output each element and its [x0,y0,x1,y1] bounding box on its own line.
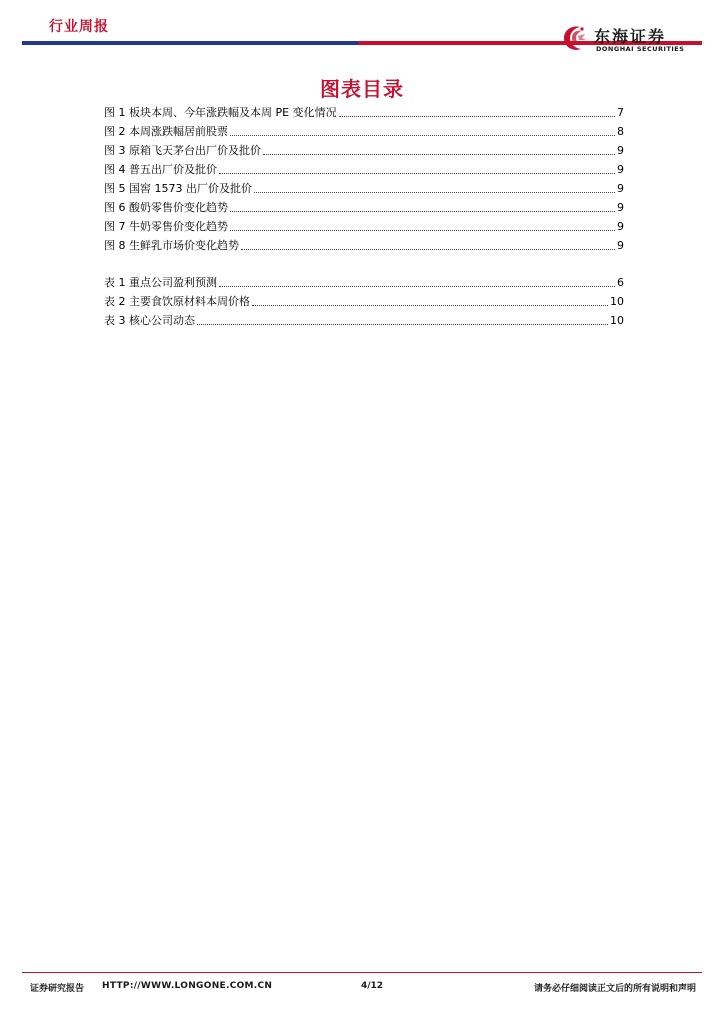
toc-leader-dots [252,305,608,306]
toc-entry-label: 表 1 重点公司盈利预测 [104,276,217,289]
toc-entry-label: 图 6 酸奶零售价变化趋势 [104,201,228,214]
toc-entry-label: 图 5 国窖 1573 出厂价及批价 [104,182,252,195]
toc-entry-label: 表 3 核心公司动态 [104,314,195,327]
logo-chinese-text: 东海证券 [594,27,667,46]
toc-leader-dots [230,135,615,136]
toc-entry-figure-1[interactable] [104,103,624,122]
toc-entry-label: 图 1 板块本周、今年涨跌幅及本周 PE 变化情况 [104,106,337,119]
toc-entry-table-3[interactable] [104,311,624,330]
toc-leader-dots [230,211,615,212]
toc-entry-page: 9 [617,201,624,214]
toc-entry-page: 9 [617,220,624,233]
toc-entry-figure-8[interactable] [104,236,624,255]
page-footer [30,981,696,995]
toc-list [104,103,624,330]
toc-entry-label: 表 2 主要食饮原材料本周价格 [104,295,250,308]
toc-entry-figure-5[interactable] [104,179,624,198]
toc-leader-dots [219,286,615,287]
footer-website-link[interactable]: HTTP://WWW.LONGONE.COM.CN [102,981,273,991]
toc-entry-label: 图 8 生鲜乳市场价变化趋势 [104,239,239,252]
toc-entry-label: 图 3 原箱飞天茅台出厂价及批价 [104,144,261,157]
toc-entry-label: 图 7 牛奶零售价变化趋势 [104,220,228,233]
toc-entry-figure-4[interactable] [104,160,624,179]
toc-entry-figure-2[interactable] [104,122,624,141]
footer-page-number: 4/12 [361,981,384,991]
logo-english-text: DONGHAI SECURITIES [596,45,685,53]
toc-entry-label: 图 2 本周涨跌幅居前股票 [104,125,228,138]
toc-leader-dots [219,173,615,174]
footer-disclaimer: 请务必仔细阅读正文后的所有说明和声明 [533,984,696,994]
toc-entry-page: 8 [617,125,624,138]
page-title: 图表目录 [320,77,404,101]
toc-entry-label: 图 4 普五出厂价及批价 [104,163,217,176]
footer-divider [22,972,702,973]
toc-entry-figure-6[interactable] [104,198,624,217]
toc-entry-page: 9 [617,182,624,195]
toc-leader-dots [263,154,615,155]
toc-leader-dots [241,249,615,250]
toc-entry-page: 10 [610,295,624,308]
toc-entry-page: 6 [617,276,624,289]
toc-entry-page: 10 [610,314,624,327]
dragon-logo-icon [558,22,590,54]
toc-leader-dots [230,230,615,231]
toc-leader-dots [339,116,615,117]
toc-leader-dots [254,192,615,193]
toc-entry-page: 9 [617,239,624,252]
toc-entry-page: 7 [617,106,624,119]
toc-leader-dots [197,324,608,325]
company-logo [558,22,708,58]
toc-entry-table-2[interactable] [104,292,624,311]
toc-entry-figure-7[interactable] [104,217,624,236]
toc-entry-figure-3[interactable] [104,141,624,160]
toc-entry-table-1[interactable] [104,273,624,292]
toc-entry-page: 9 [617,144,624,157]
report-type-label: 行业周报 [49,19,109,35]
footer-report-type: 证券研究报告 [30,984,85,994]
toc-entry-page: 9 [617,163,624,176]
